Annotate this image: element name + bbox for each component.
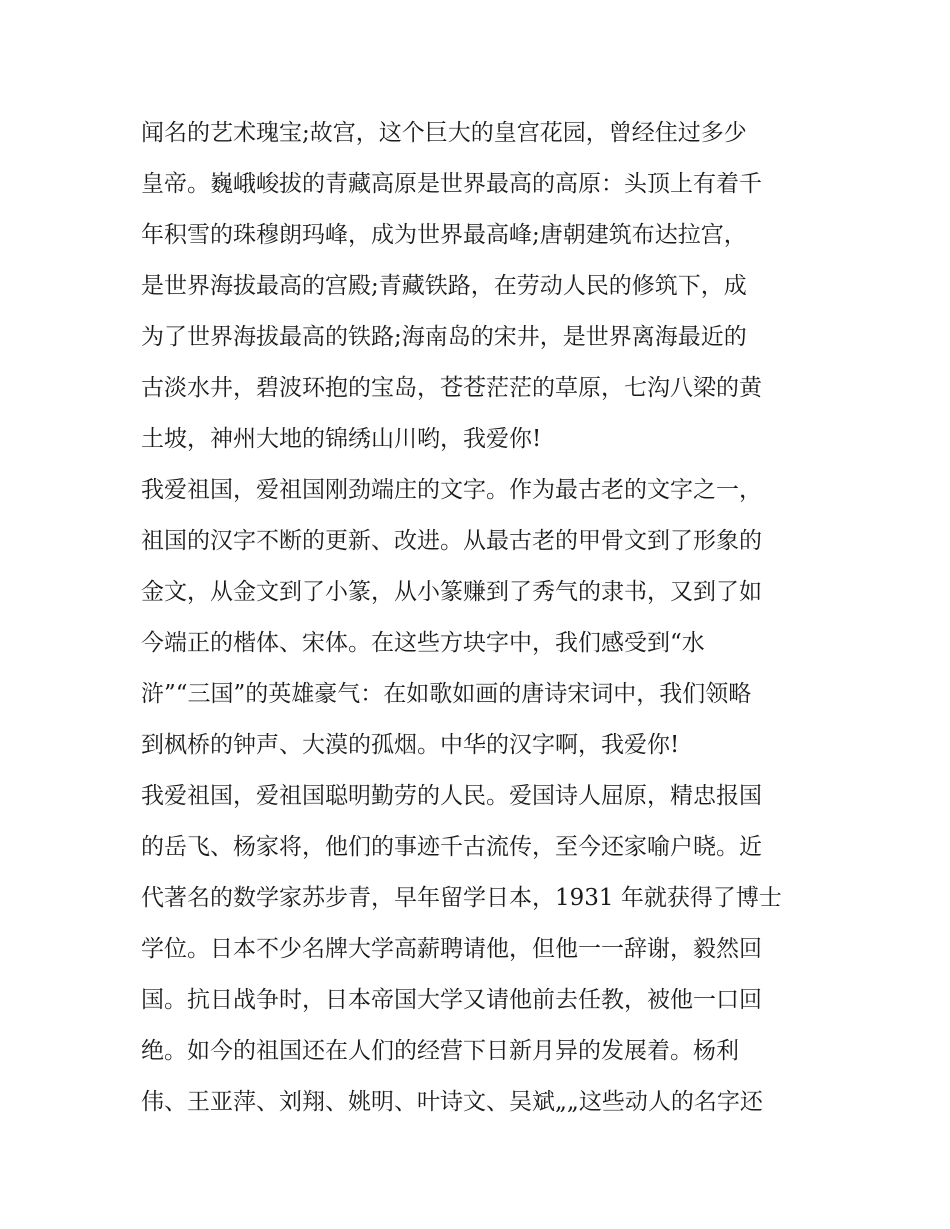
text-line: 我爱祖国，爱祖国聪明勤劳的人民。爱国诗人屈原，精忠报国 [141,783,762,809]
text-line: 今端正的楷体、宋体。在这些方块字中，我们感受到“水 [141,630,705,656]
text-line: 为了世界海拔最高的铁路;海南岛的宋井，是世界离海最近的 [141,324,747,350]
text-line: 代著名的数学家苏步青，早年留学日本，1931 年就获得了博士 [141,885,782,911]
text-line: 我爱祖国，爱祖国刚劲端庄的文字。作为最古老的文字之一， [141,477,762,503]
text-line: 国。抗日战争时，日本帝国大学又请他前去任教，被他一口回 [141,987,762,1013]
body-text [141,108,821,1128]
text-line: 皇帝。巍峨峻拔的青藏高原是世界最高的高原：头顶上有着千 [141,171,762,197]
text-line: 到枫桥的钟声、大漠的孤烟。中华的汉字啊，我爱你! [141,732,680,758]
text-line: 闻名的艺术瑰宝;故宫，这个巨大的皇宫花园，曾经住过多少 [141,120,747,146]
text-line: 学位。日本不少名牌大学高薪聘请他，但他一一辞谢，毅然回 [141,936,762,962]
text-line: 绝。如今的祖国还在人们的经营下日新月异的发展着。杨利 [141,1038,739,1064]
text-line: 的岳飞、杨家将，他们的事迹千古流传，至今还家喻户晓。近 [141,834,762,860]
text-line: 金文，从金文到了小篆，从小篆赚到了秀气的隶书，又到了如 [141,579,762,605]
text-line: 伟、王亚萍、刘翔、姚明、叶诗文、吴斌„„这些动人的名字还 [141,1089,763,1115]
text-line: 浒”“三国”的英雄豪气：在如歌如画的唐诗宋词中，我们领略 [141,681,752,707]
text-line: 年积雪的珠穆朗玛峰，成为世界最高峰;唐朝建筑布达拉宫， [141,222,747,248]
text-line: 土坡，神州大地的锦绣山川哟，我爱你! [141,426,542,452]
text-line: 古淡水井，碧波环抱的宝岛，苍苍茫茫的草原，七沟八梁的黄 [141,375,762,401]
text-line: 是世界海拔最高的宫殿;青藏铁路，在劳动人民的修筑下，成 [141,273,747,299]
text-line: 祖国的汉字不断的更新、改进。从最古老的甲骨文到了形象的 [141,528,762,554]
